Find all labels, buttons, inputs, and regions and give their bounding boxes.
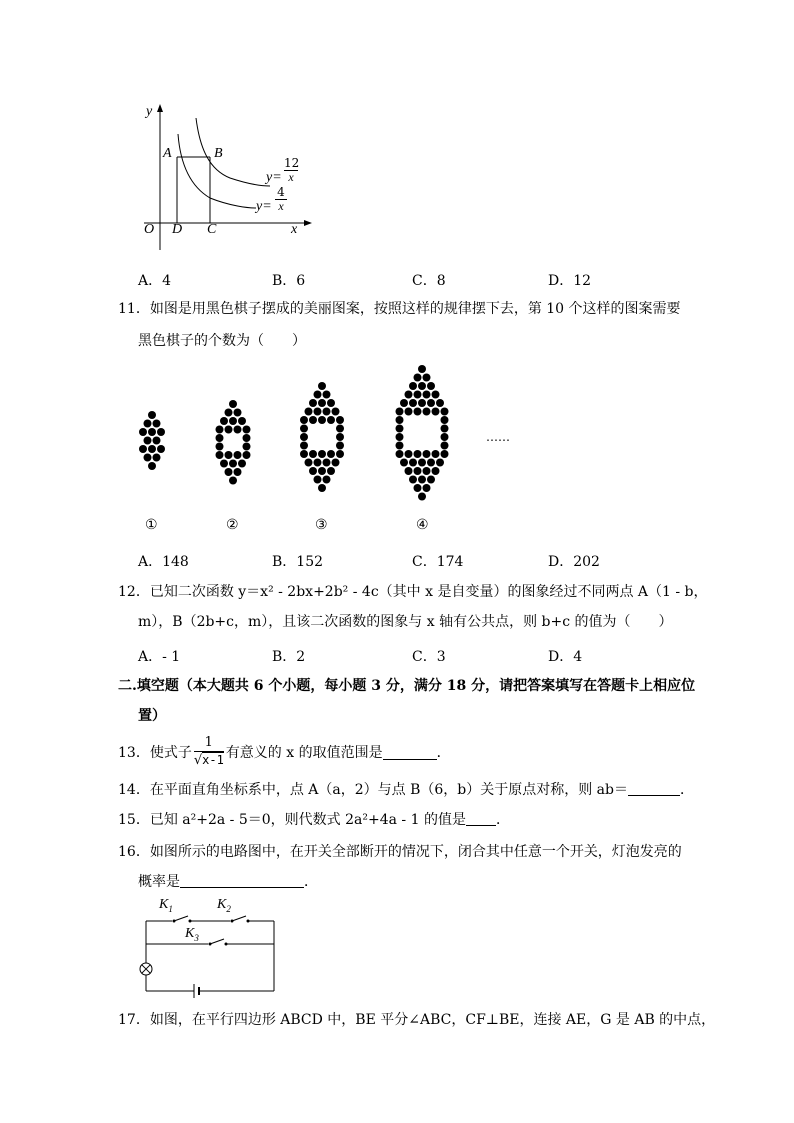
pattern3-stone xyxy=(300,442,308,450)
q11-option-d: D．202 xyxy=(548,554,600,570)
pattern3-stone xyxy=(305,408,313,416)
q16-end: ． xyxy=(304,874,318,890)
pattern3-stone xyxy=(318,382,326,390)
pattern3-stone xyxy=(314,476,322,484)
q12-option-c: C．3 xyxy=(412,649,446,665)
q15-end: ． xyxy=(495,812,510,828)
q11-line1: 11．如图是用黑色棋子摆成的美丽图案，按照这样的规律摆下去，第 10 个这样的图案需要 xyxy=(118,301,681,317)
pattern2-stone xyxy=(243,451,251,459)
graph-c-label: C xyxy=(207,222,217,237)
pattern3-stone xyxy=(323,391,331,399)
pattern2-stone xyxy=(225,409,233,417)
pattern4-stone xyxy=(409,459,417,467)
pattern4-stone xyxy=(414,484,422,492)
formula-4-lhs: y= xyxy=(256,199,272,214)
curve-12-over-x xyxy=(196,118,270,186)
pattern4-stone xyxy=(423,450,431,458)
k3-blade xyxy=(210,939,224,944)
pattern4-stone xyxy=(432,408,440,416)
k3-subscript: 3 xyxy=(194,932,199,943)
pattern4-stone xyxy=(409,399,417,407)
pattern2-stone xyxy=(238,417,246,425)
pattern1-stone xyxy=(148,428,156,436)
pattern1-stone xyxy=(144,420,152,428)
pattern3-stone xyxy=(336,425,344,433)
pattern4-stone xyxy=(423,484,431,492)
pattern1-stone xyxy=(139,428,147,436)
pattern4-stone xyxy=(423,408,431,416)
pattern4-stone xyxy=(414,391,422,399)
formula-12-den: x xyxy=(288,170,294,184)
pattern4-stone xyxy=(396,416,404,424)
pattern3-stone xyxy=(336,433,344,441)
pattern4-stone xyxy=(396,442,404,450)
pattern1-stone xyxy=(148,411,156,419)
pattern2-stone xyxy=(243,434,251,442)
pattern3-stone xyxy=(300,450,308,458)
sqrt-symbol: √ xyxy=(193,753,203,768)
pattern4-stone xyxy=(441,425,449,433)
q13-end: ． xyxy=(436,745,451,761)
pattern4-stone xyxy=(405,450,413,458)
pattern4-stone xyxy=(414,374,422,382)
pattern3-stone xyxy=(327,450,335,458)
pattern3-stone xyxy=(300,433,308,441)
pattern2-stone xyxy=(225,426,233,434)
q10-option-b: B．6 xyxy=(272,273,306,289)
q15-answer-blank[interactable] xyxy=(466,811,496,826)
pattern4-stone xyxy=(409,382,417,390)
q14 xyxy=(118,780,694,800)
q13-pre: 13．使式子 xyxy=(118,745,192,761)
pattern2-stone xyxy=(234,451,242,459)
k2-blade xyxy=(232,916,246,921)
q13-answer-blank[interactable] xyxy=(383,745,437,760)
pattern4-stone xyxy=(423,467,431,475)
k2-subscript: 2 xyxy=(226,903,231,914)
pattern-label-1: ① xyxy=(145,517,158,533)
q13-fraction xyxy=(194,735,224,769)
pattern4-stone xyxy=(400,459,408,467)
pattern2-stone xyxy=(216,434,224,442)
q11-option-a: A．148 xyxy=(138,554,189,570)
q12-option-a: A．- 1 xyxy=(138,649,181,665)
pattern4-stone xyxy=(396,425,404,433)
pattern3-stone xyxy=(318,484,326,492)
pattern4-stone xyxy=(414,450,422,458)
graph-y-label: y xyxy=(146,104,153,119)
pattern4-stone xyxy=(418,476,426,484)
pattern2-stone xyxy=(243,426,251,434)
pattern2-stone xyxy=(225,468,233,476)
pattern4-stone xyxy=(441,408,449,416)
pattern4-stone xyxy=(436,459,444,467)
pattern4-stone xyxy=(441,450,449,458)
k2-letter: K xyxy=(217,897,227,912)
graph-o-label: O xyxy=(144,222,155,237)
k1-subscript: 1 xyxy=(168,903,173,914)
q10-option-d: D．12 xyxy=(548,273,592,289)
pattern4-stone xyxy=(427,459,435,467)
q16-answer-blank[interactable] xyxy=(180,873,304,888)
pattern4-stone xyxy=(427,382,435,390)
q12-option-b: B．2 xyxy=(272,649,306,665)
x-axis-arrow xyxy=(304,220,312,226)
formula-4-den: x xyxy=(278,199,284,213)
circuit-diagram xyxy=(130,905,290,1000)
pattern4-stone xyxy=(418,493,426,501)
y-axis-arrow xyxy=(157,104,163,112)
pattern1-stone xyxy=(153,454,161,462)
q13-denominator xyxy=(194,752,224,769)
formula-12-num: 12 xyxy=(284,156,300,170)
q15-text: 15．已知 a²+2a - 5＝0，则代数式 2a²+4a - 1 的值是 xyxy=(118,812,466,828)
pattern4-stone xyxy=(427,476,435,484)
q14-text: 14．在平面直角坐标系中，点 A（a，2）与点 B（6，b）关于原点对称，则 ab＝ xyxy=(118,782,628,798)
pattern3-stone xyxy=(318,416,326,424)
pattern1-stone xyxy=(144,437,152,445)
q14-end: ． xyxy=(680,782,694,798)
formula-4-frac xyxy=(275,186,287,213)
pattern4-stone xyxy=(409,476,417,484)
pattern3-stone xyxy=(318,467,326,475)
graph-a-label: A xyxy=(163,146,172,161)
pattern4-stone xyxy=(432,391,440,399)
pattern1-stone xyxy=(148,462,156,470)
pattern3-stone xyxy=(314,391,322,399)
pattern1-stone xyxy=(148,445,156,453)
q11-patterns xyxy=(120,360,540,510)
pattern3-stone xyxy=(300,416,308,424)
pattern3-stone xyxy=(327,399,335,407)
pattern3-stone xyxy=(318,450,326,458)
pattern4-stone xyxy=(418,459,426,467)
pattern2-stone xyxy=(238,460,246,468)
graph-d-label: D xyxy=(172,222,183,237)
pattern3-stone xyxy=(318,399,326,407)
q13-numerator: 1 xyxy=(194,735,224,752)
formula-12-lhs: y= xyxy=(266,170,282,185)
pattern1-stone xyxy=(157,445,165,453)
pattern4-stone xyxy=(423,374,431,382)
pattern4-stone xyxy=(396,450,404,458)
pattern4-stone xyxy=(441,442,449,450)
k1-blade xyxy=(174,916,188,921)
q17-line1: 17．如图，在平行四边形 ABCD 中，BE 平分∠ABC，CF⊥BE，连接 AE，G 是 AB 的中点， xyxy=(118,1012,716,1028)
q13-post: 有意义的 x 的取值范围是 xyxy=(225,745,383,761)
pattern3-stone xyxy=(336,450,344,458)
pattern2-stone xyxy=(234,468,242,476)
pattern3-stone xyxy=(314,459,322,467)
pattern2-stone xyxy=(216,426,224,434)
pattern4-stone xyxy=(418,382,426,390)
pattern3-stone xyxy=(309,399,317,407)
pattern4-stone xyxy=(405,391,413,399)
pattern3-stone xyxy=(305,459,313,467)
pattern4-stone xyxy=(436,399,444,407)
pattern2-stone xyxy=(216,451,224,459)
pattern3-stone xyxy=(323,476,331,484)
pattern1-stone xyxy=(144,454,152,462)
pattern4-stone xyxy=(441,433,449,441)
q10-option-a: A．4 xyxy=(138,273,172,289)
pattern4-stone xyxy=(400,399,408,407)
pattern3-stone xyxy=(309,416,317,424)
pattern3-stone xyxy=(336,442,344,450)
q13 xyxy=(118,732,451,772)
q12-line1: 12．已知二次函数 y＝x² - 2bx+2b² - 4c（其中 x 是自变量）的图象经过不同两点 A（1 - b， xyxy=(118,584,708,600)
pattern4-stone xyxy=(427,399,435,407)
q11-option-c: C．174 xyxy=(412,554,464,570)
pattern3-stone xyxy=(314,408,322,416)
pattern3-stone xyxy=(323,408,331,416)
pattern2-stone xyxy=(216,443,224,451)
pattern4-stone xyxy=(396,433,404,441)
pattern3-stone xyxy=(309,450,317,458)
k1-letter: K xyxy=(159,897,169,912)
pattern4-stone xyxy=(418,365,426,373)
q12-option-d: D．4 xyxy=(548,649,583,665)
section2-heading-line2: 置） xyxy=(138,708,166,724)
pattern4-stone xyxy=(432,450,440,458)
pattern-label-3: ③ xyxy=(315,517,328,533)
q15 xyxy=(118,810,510,830)
pattern-label-4: ④ xyxy=(416,517,429,533)
pattern1-stone xyxy=(139,445,147,453)
pattern4-stone xyxy=(418,399,426,407)
graph-b-label: B xyxy=(214,146,223,161)
pattern2-stone xyxy=(234,409,242,417)
pattern4-stone xyxy=(405,467,413,475)
pattern3-stone xyxy=(332,408,340,416)
q14-answer-blank[interactable] xyxy=(628,781,680,796)
pattern3-stone xyxy=(336,416,344,424)
pattern4-stone xyxy=(423,391,431,399)
q16-line2-text: 概率是 xyxy=(138,874,180,890)
pattern4-stone xyxy=(414,408,422,416)
pattern2-stone xyxy=(229,460,237,468)
pattern4-stone xyxy=(396,408,404,416)
q13-radicand: x-1 xyxy=(202,753,224,767)
pattern4-stone xyxy=(441,416,449,424)
pattern4-stone xyxy=(414,467,422,475)
pattern3-stone xyxy=(327,467,335,475)
pattern-label-2: ② xyxy=(226,517,239,533)
pattern3-stone xyxy=(300,425,308,433)
pattern4-stone xyxy=(432,467,440,475)
pattern2-stone xyxy=(229,400,237,408)
q16-line2 xyxy=(138,872,318,892)
pattern1-stone xyxy=(153,420,161,428)
q12-line2: m），B（2b+c，m），且该二次函数的图象与 x 轴有公共点，则 b+c 的值为（ ） xyxy=(138,614,673,630)
pattern1-stone xyxy=(157,428,165,436)
pattern3-stone xyxy=(309,467,317,475)
pattern2-stone xyxy=(229,417,237,425)
k1-label xyxy=(159,897,173,914)
pattern3-stone xyxy=(332,459,340,467)
formula-12-frac xyxy=(284,157,298,184)
pattern4-stone xyxy=(405,408,413,416)
pattern3-stone xyxy=(327,416,335,424)
pattern2-stone xyxy=(220,460,228,468)
pattern2-stone xyxy=(243,443,251,451)
formula-4-num: 4 xyxy=(275,186,287,200)
pattern2-stone xyxy=(225,451,233,459)
graph-x-label: x xyxy=(291,222,298,237)
pattern1-stone xyxy=(153,437,161,445)
k2-label xyxy=(217,897,231,914)
q11-option-b: B．152 xyxy=(272,554,324,570)
q10-option-c: C．8 xyxy=(412,273,446,289)
k3-label xyxy=(185,926,199,943)
pattern-ellipsis: …… xyxy=(486,430,510,444)
k3-letter: K xyxy=(185,926,195,941)
pattern3-stone xyxy=(323,459,331,467)
pattern2-stone xyxy=(220,417,228,425)
q11-line2: 黑色棋子的个数为（ ） xyxy=(138,333,306,349)
pattern2-stone xyxy=(229,477,237,485)
q16-line1: 16．如图所示的电路图中，在开关全部断开的情况下，闭合其中任意一个开关，灯泡发亮的 xyxy=(118,844,682,860)
section2-heading-line1: 二.填空题（本大题共 6 个小题，每小题 3 分，满分 18 分，请把答案填写在答题卡上相应位 xyxy=(118,678,696,694)
pattern2-stone xyxy=(234,426,242,434)
